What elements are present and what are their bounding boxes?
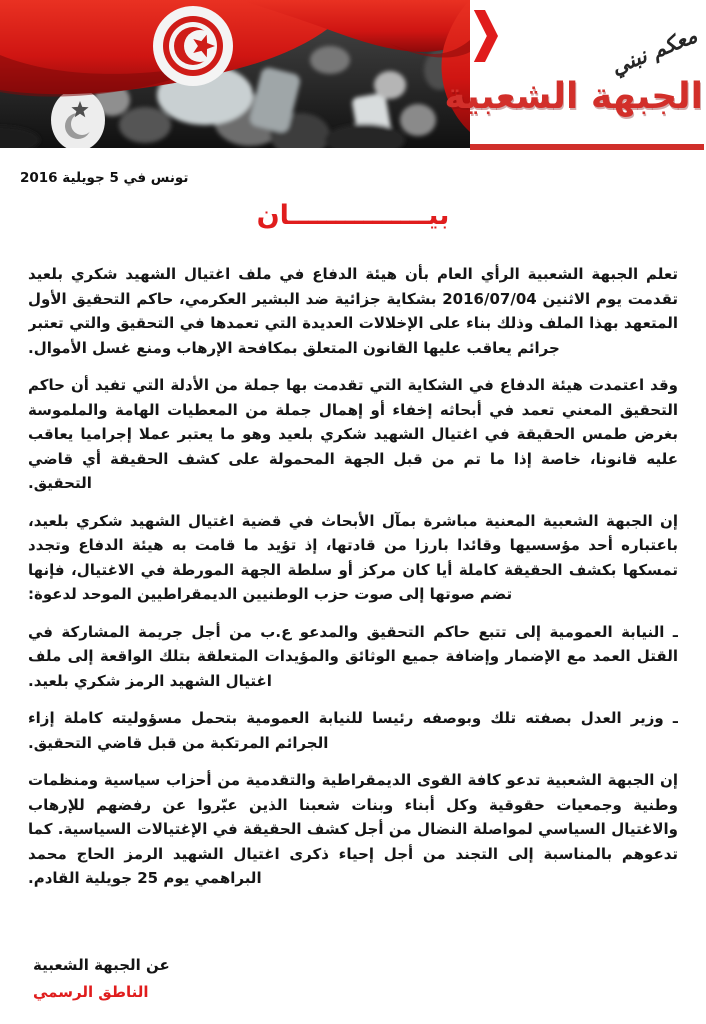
header-banner [0, 0, 706, 152]
page-title: بيـــــــــــــــان [256, 200, 450, 231]
signature-block [33, 952, 170, 1006]
statement-paragraph: وقد اعتمدت هيئة الدفاع في الشكاية التي تقدمت بها جملة من الأدلة التي تفيد أن حاكم التحقيق المعني تعمد في أبحاثه إخفاء أو إهمال جملة من المعطيات الهامة والملموسة بغرض طمس الحقيقة في اغتيال الشهيد شكري بلعيد وهو ما يعتبر عملا إجراميا يعاقب عليه قانونا، خاصة إذا ما تم من قبل الجهة المحمولة على كشف الحقيقة أي قاضي التحقيق. [28, 376, 678, 492]
crowd-photo-graphic [0, 0, 470, 148]
signature-org: عن الجبهة الشعبية [33, 956, 170, 974]
logo-underline [470, 144, 704, 150]
statement-paragraph: ـ وزير العدل بصفته تلك وبوصفه رئيسا للنيابة العمومية بتحمل مسؤوليته كاملة إزاء الجرائم المرتكبة من قبل قاضي التحقيق. [28, 709, 678, 752]
statement-paragraph: إن الجبهة الشعبية المعنية مباشرة بمآل الأبحاث في قضية اغتيال الشهيد شكري بلعيد، باعتباره أحد مؤسسيها وقائدا بارزا من قادتها، إذ تؤيد ما قامت به هيئة الدفاع وتجدد تمسكها بكشف الحقيقة كاملة أيا كان مركز أو سلطة الجهة المورطة في الاغتيال، فإنها تضم صوتها إلى صوت حزب الوطنيين الديمقراطيين الموحد لدعوة: [28, 511, 678, 603]
red-chevron-icon [472, 8, 498, 64]
crowd-photo [0, 0, 470, 148]
logo-block [444, 0, 706, 152]
statement-paragraph: ـ النيابة العمومية إلى تتبع حاكم التحقيق والمدعو ع.ب من أجل جريمة المشاركة في القتل العمد مع الإضمار وإضافة جميع الوثائق والمؤيدات المتعلقة بتلك الواقعة إلى ملف اغتيال الشهيد الرمز شكري بلعيد. [28, 622, 678, 690]
signature-role: الناطق الرسمي [33, 983, 149, 1001]
logo-tagline: معكم نبني [607, 23, 701, 80]
statement-paragraph: تعلم الجبهة الشعبية الرأي العام بأن هيئة الدفاع في ملف اغتيال الشهيد شكري بلعيد تقدمت يوم الاثنين 2016/07/04 بشكاية جزائية ضد البشير العكرمي، حاكم التحقيق الأول المتعهد بهذا الملف وذلك بناء على الإخلالات العديدة التي تعمدها في التحقيق والتي تعتبر جرائم يعاقب عليها القانون المتعلق بمكافحة الإرهاب ومنع غسل الأموال. [28, 265, 678, 357]
statement-paragraph: إن الجبهة الشعبية تدعو كافة القوى الديمقراطية والتقدمية من أحزاب سياسية ومنظمات وطنية وجمعيات حقوقية وكل أبناء وبنات شعبنا الذين عبّروا عن رفضهم للإرهاب والاغتيال السياسي لمواصلة النضال من أجل كشف الحقيقة في الإغتيالات السياسية. كما تدعوهم بالمناسبة إلى التجند من أجل إحياء ذكرى اغتيال الشهيد الرمز الحاج محمد البراهمي يوم 25 جويلية القادم. [28, 771, 678, 887]
tunisian-flag-emblem [153, 6, 233, 86]
date-line: تونس في 5 جويلية 2016 [20, 170, 189, 186]
org-name: الجبهة الشعبية [444, 76, 703, 117]
statement-body [28, 262, 678, 950]
